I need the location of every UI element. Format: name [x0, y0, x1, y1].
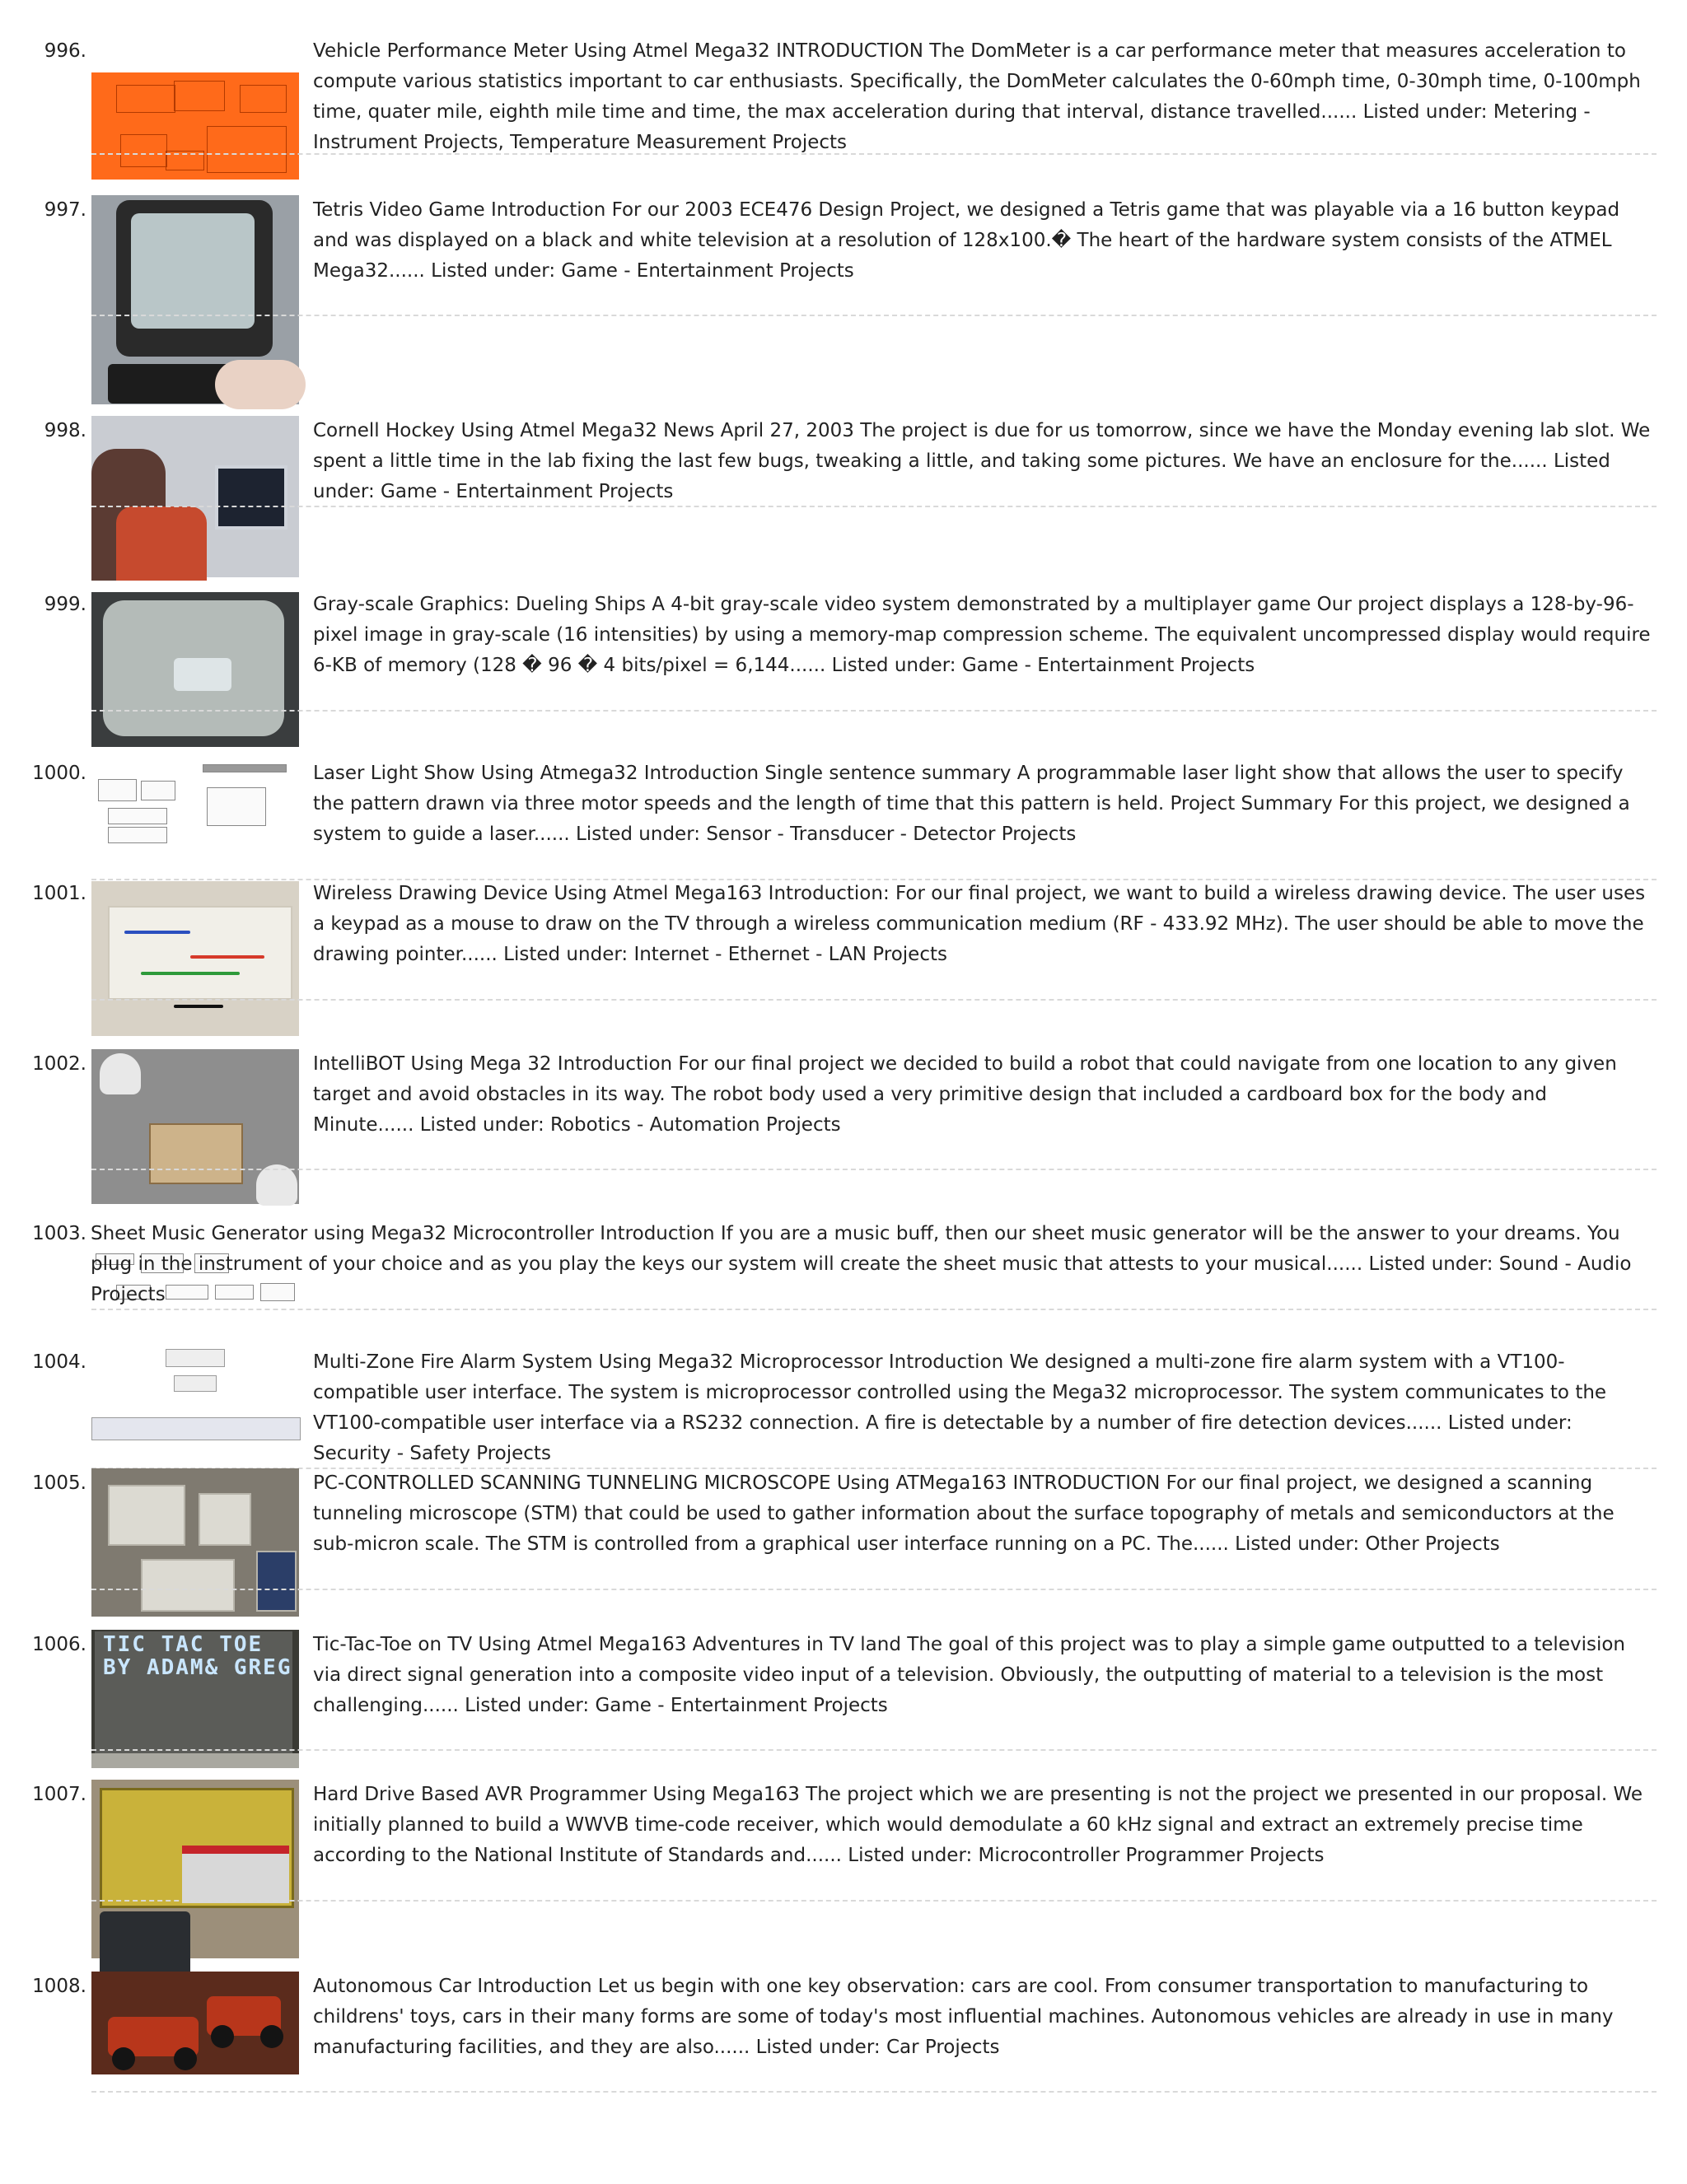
item-number: 1000. [32, 763, 86, 784]
item-number: 996. [44, 40, 86, 62]
item-divider [91, 710, 1657, 712]
project-thumbnail[interactable] [91, 1347, 299, 1440]
project-thumbnail[interactable] [91, 592, 299, 747]
project-thumbnail[interactable] [91, 1972, 299, 2074]
item-divider [91, 315, 1657, 316]
project-thumbnail[interactable] [91, 1049, 299, 1204]
item-description[interactable]: Laser Light Show Using Atmega32 Introduction Single sentence summary A programmable laser light show that allows the user to specify the pattern drawn via three motor speeds and the length of time that this pattern is held. Project Summary For this project, we designed a system to guide a laser...... Listed under: Sensor - Transducer - Detector Projects [313, 763, 1630, 845]
item-divider [91, 1749, 1657, 1751]
item-number: 998. [44, 420, 86, 441]
item-number: 1004. [32, 1351, 86, 1373]
item-number: 1003. [32, 1223, 86, 1244]
item-number: 999. [44, 594, 86, 615]
item-description[interactable]: Gray-scale Graphics: Dueling Ships A 4-bit gray-scale video system demonstrated by a multiplayer game Our project displays a 128-by-96-pixel image in gray-scale (16 intensities) by using a memory-map compression scheme. The equivalent uncompressed display would require 6-KB of memory (128 � 96 � 4 bits/pixel = 6,144...... Listed under: Game - Entertainment Projects [313, 594, 1651, 676]
item-number: 1006. [32, 1634, 86, 1655]
item-divider [91, 1309, 1657, 1310]
item-number: 997. [44, 199, 86, 221]
item-number: 1007. [32, 1784, 86, 1805]
project-thumbnail[interactable] [91, 195, 299, 404]
item-description[interactable]: Vehicle Performance Meter Using Atmel Mega32 INTRODUCTION The DomMeter is a car performance meter that measures acceleration to compute various statistics important to car enthusiasts. Specifically, the DomMeter calculates the 0-60mph time, 0-30mph time, 0-100mph time, quater mile, eighth mile time and time, the max acceleration during that interval, distance travelled...... Listed under: Metering - Instrument Projects, Temperature Measurement Projects [313, 40, 1641, 153]
item-description[interactable]: Wireless Drawing Device Using Atmel Mega163 Introduction: For our final project, we want to build a wireless drawing device. The user uses a keypad as a mouse to draw on the TV through a wireless communication medium (RF - 433.92 MHz). The user should be able to move the drawing pointer...... Listed under: Internet - Ethernet - LAN Projects [313, 883, 1646, 965]
item-description[interactable]: PC-CONTROLLED SCANNING TUNNELING MICROSCOPE Using ATMega163 INTRODUCTION For our final project, we designed a scanning tunneling microscope (STM) that could be used to gather information about the surface topography of metals and semiconductors at the sub-micron scale. The STM is controlled from a graphical user interface running on a PC. The...... Listed under: Other Projects [313, 1472, 1615, 1555]
item-divider [91, 1900, 1657, 1902]
thumbnail-caption: TIC TAC TOE BY ADAM& GREG [103, 1632, 292, 1680]
item-description[interactable]: Cornell Hockey Using Atmel Mega32 News April 27, 2003 The project is due for us tomorrow, since we have the Monday evening lab slot. We spent a little time in the lab fixing the last few bugs, tweaking a little, and taking some pictures. We have an enclosure for the...... Listed under: Game - Entertainment Projects [313, 420, 1651, 502]
item-number: 1008. [32, 1976, 86, 1997]
item-number: 1001. [32, 883, 86, 904]
item-description[interactable]: Hard Drive Based AVR Programmer Using Mega163 The project which we are presenting is not the project we presented in our proposal. We initially planned to build a WWVB time-code receiver, which would demodulate a 60 kHz signal and extract an extremely precise time according to the National Institute of Standards and...... Listed under: Microcontroller Programmer Projects [313, 1784, 1643, 1866]
project-thumbnail[interactable] [91, 763, 299, 852]
item-divider [91, 1169, 1657, 1170]
item-description[interactable]: Autonomous Car Introduction Let us begin with one key observation: cars are cool. From consumer transportation to manufacturing to childrens' toys, cars in their many forms are some of today's most influential machines. Autonomous vehicles are already in use in many manufacturing facilities, and they are also...... Listed under: Car Projects [313, 1976, 1614, 2058]
item-divider [91, 506, 1657, 507]
item-description[interactable]: Multi-Zone Fire Alarm System Using Mega32 Microprocessor Introduction We designed a multi-zone fire alarm system with a VT100-compatible user interface. The system is microprocessor controlled using the Mega32 microprocessor. The system communicates to the VT100-compatible user interface via a RS232 connection. A fire is detectable by a number of fire detection devices...... Listed under: Security - Safety Projects [313, 1351, 1607, 1464]
item-divider [91, 999, 1657, 1001]
item-description[interactable]: Sheet Music Generator using Mega32 Microcontroller Introduction If you are a music buff, then our sheet music generator will be the answer to your dreams. You plug in the instrument of your choice and as you play the keys our system will create the sheet music that attests to your musical...... Listed under: Sound - Audio Projects [91, 1223, 1632, 1305]
item-number: 1002. [32, 1053, 86, 1075]
project-thumbnail[interactable] [91, 1468, 299, 1617]
item-divider [91, 2091, 1657, 2093]
item-description[interactable]: IntelliBOT Using Mega 32 Introduction For our final project we decided to build a robot that could navigate from one location to any given target and avoid obstacles in its way. The robot body used a very primitive design that included a cardboard box for the body and Minute...... Listed under: Robotics - Automation Projects [313, 1053, 1617, 1136]
item-description[interactable]: Tetris Video Game Introduction For our 2003 ECE476 Design Project, we designed a Tetris game that was playable via a 16 button keypad and was displayed on a black and white television at a resolution of 128x100.� The heart of the hardware system consists of the ATMEL Mega32...... Listed under: Game - Entertainment Projects [313, 199, 1620, 282]
item-divider [91, 153, 1657, 155]
project-thumbnail[interactable] [91, 1630, 299, 1767]
project-thumbnail[interactable] [91, 72, 299, 180]
project-thumbnail[interactable] [91, 881, 299, 1036]
project-thumbnail[interactable] [91, 1780, 299, 1958]
project-thumbnail[interactable] [91, 416, 299, 577]
item-number: 1005. [32, 1472, 86, 1494]
item-description[interactable]: Tic-Tac-Toe on TV Using Atmel Mega163 Adventures in TV land The goal of this project was to play a simple game outputted to a television via direct signal generation into a composite video input of a television. Obviously, the outputting of material to a television is the most challenging...... Listed under: Game - Entertainment Projects [313, 1634, 1625, 1716]
item-divider [91, 1589, 1657, 1590]
